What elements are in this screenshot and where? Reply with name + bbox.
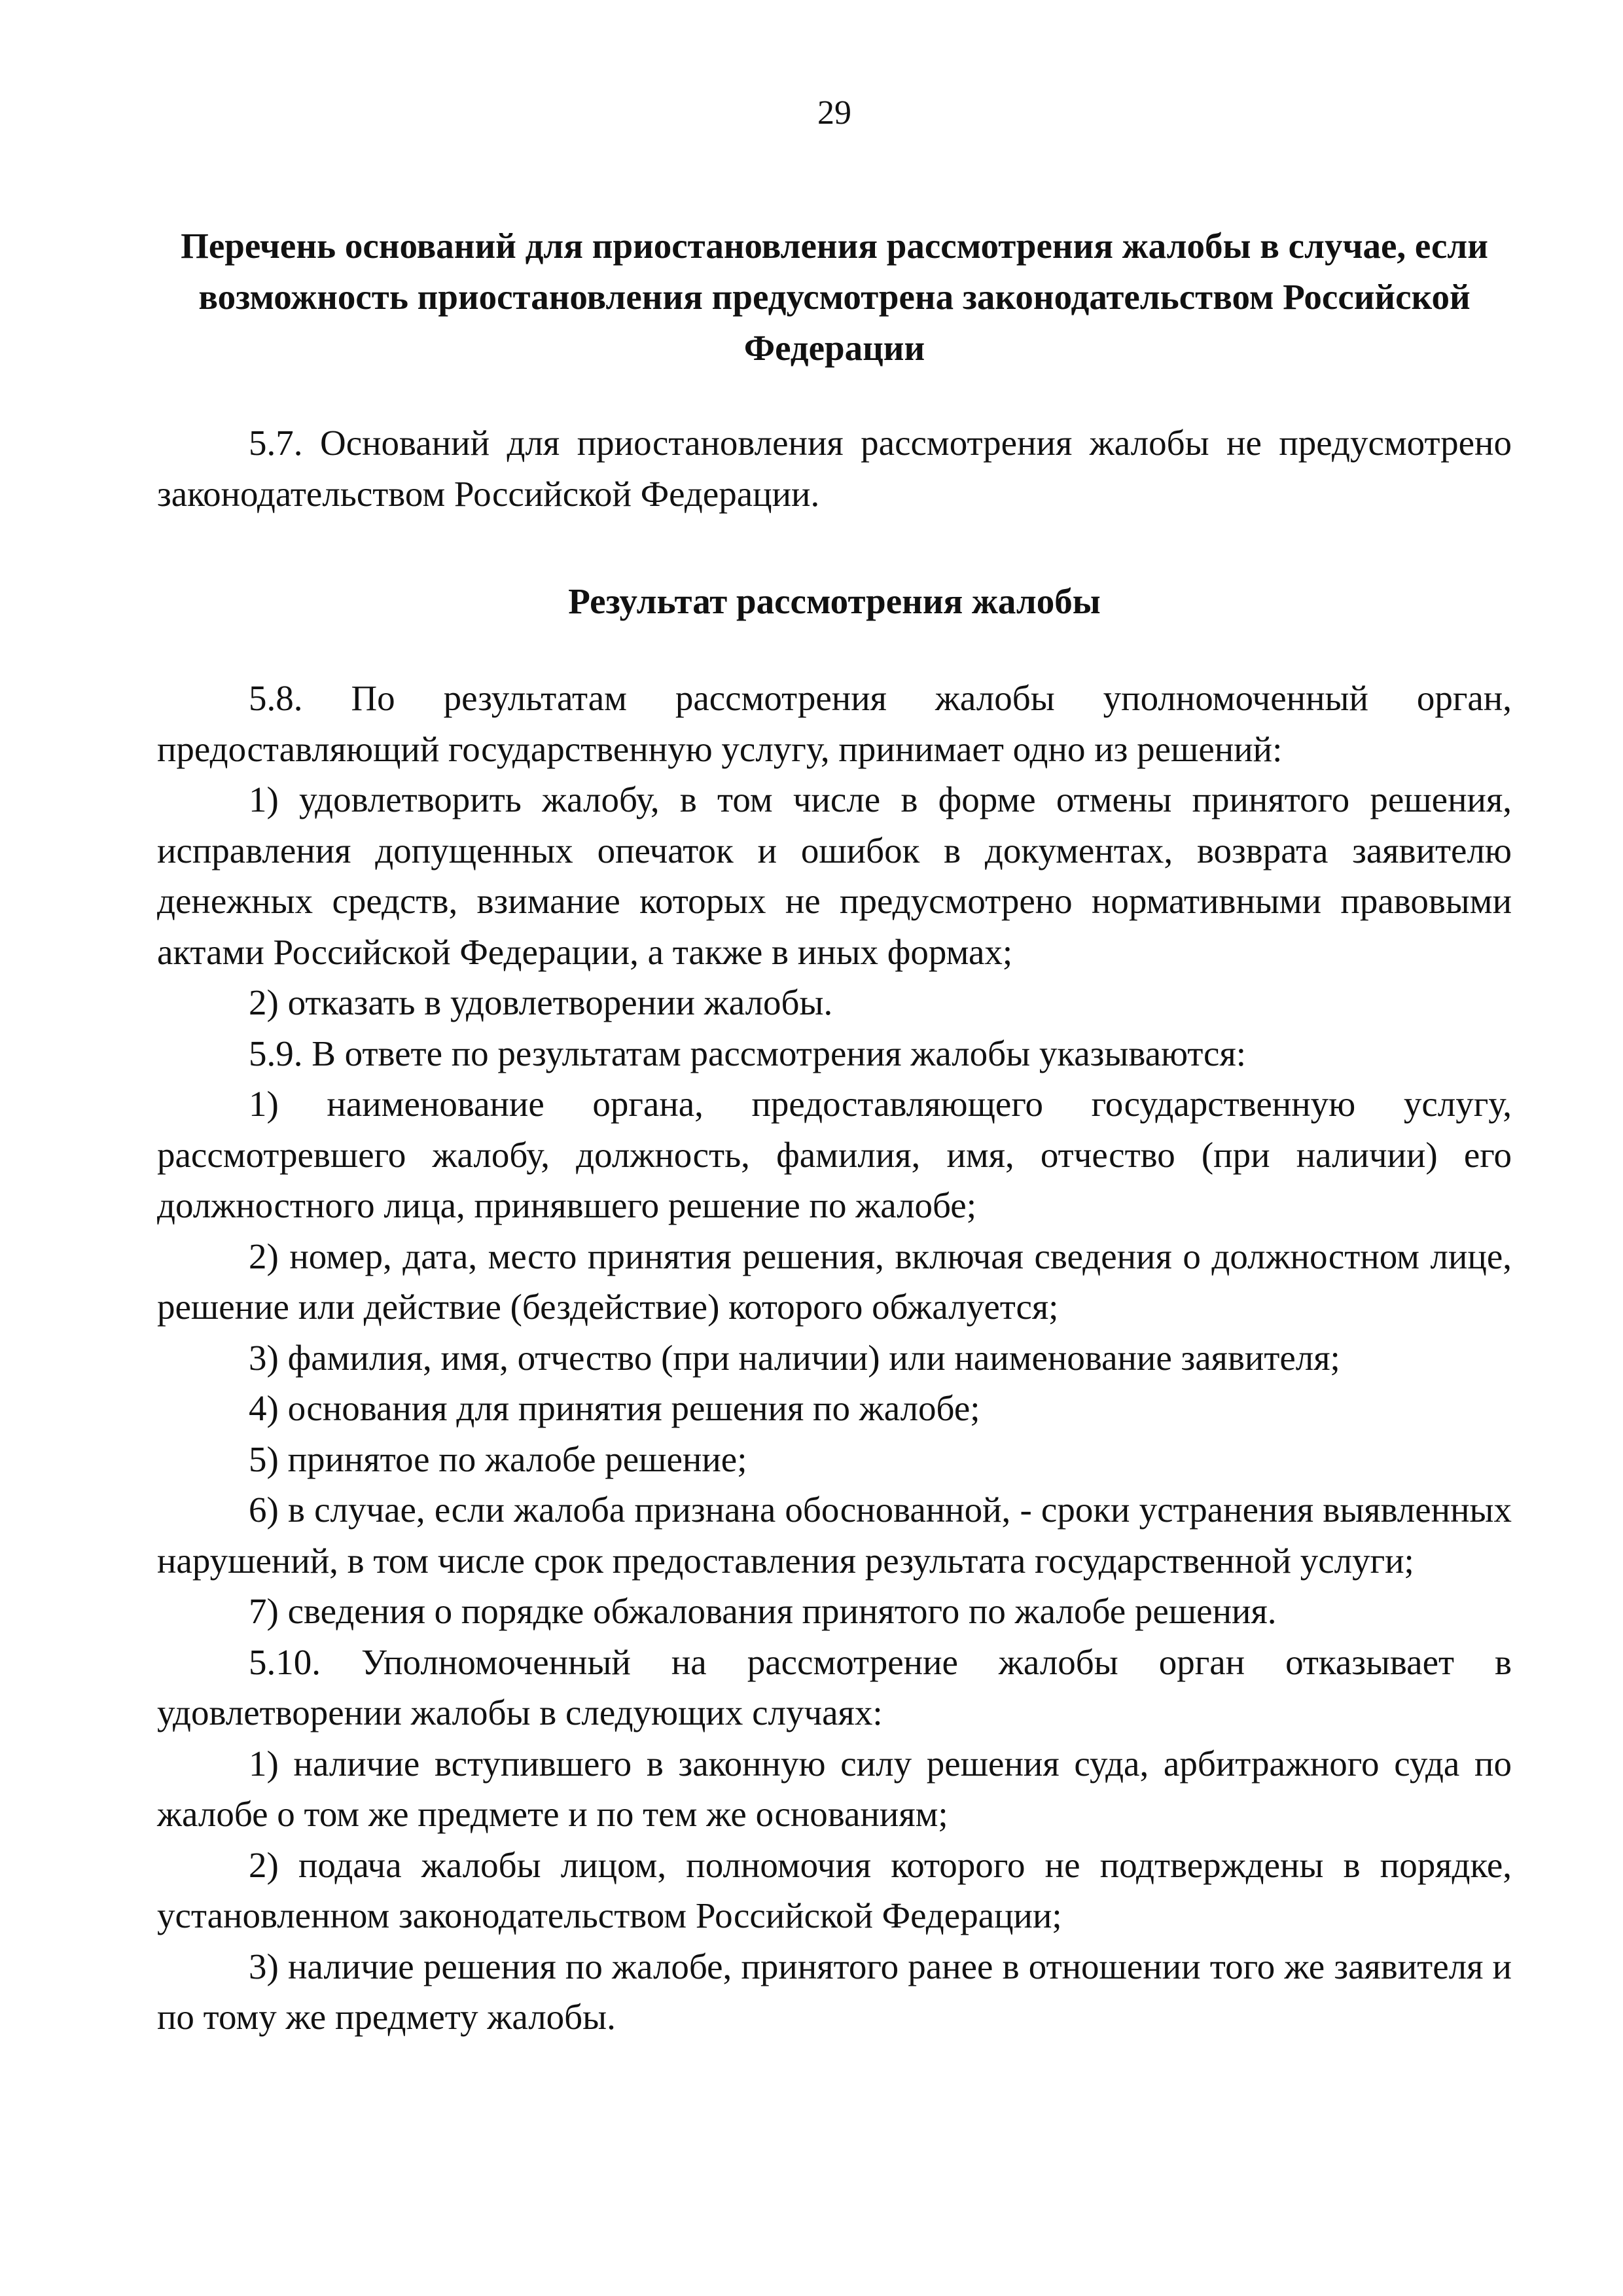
list-item-5-8-2: 2) отказать в удовлетворении жалобы. (249, 982, 833, 1022)
paragraph-5-10: 5.10. Уполномоченный на рассмотрение жалобы орган отказывает в удовлетворении жалобы в следующих случаях: (157, 1641, 1512, 1732)
list-item-5-9-6: 6) в случае, если жалоба признана обоснованной, - сроки устранения выявленных нарушений, в том числе срок предоставления результата государственной услуги; (157, 1490, 1512, 1581)
list-item-5-10-2: 2) подача жалобы лицом, полномочия которого не подтверждены в порядке, установленном законодательством Российской Федерации; (157, 1844, 1512, 1935)
paragraph-5-7: 5.7. Оснований для приостановления рассмотрения жалобы не предусмотрено законодательством Российской Федерации. (157, 423, 1512, 514)
paragraph-5-8: 5.8. По результатам рассмотрения жалобы уполномоченный орган, предоставляющий государственную услугу, принимает одно из решений: (157, 678, 1512, 769)
list-item-5-10-3: 3) наличие решения по жалобе, принятого ранее в отношении того же заявителя и по тому же предмету жалобы. (157, 1946, 1512, 2037)
section-result-body (157, 673, 1512, 2043)
list-item-5-8-1: 1) удовлетворить жалобу, в том числе в форме отмены принятого решения, исправления допущенных опечаток и ошибок в документах, возврата заявителю денежных средств, взимание которых не предусмотрено нормативными правовыми актами Российской Федерации, а также в иных формах; (157, 780, 1512, 972)
list-item-5-9-7: 7) сведения о порядке обжалования принятого по жалобе решения. (249, 1591, 1277, 1631)
list-item-5-9-2: 2) номер, дата, место принятия решения, включая сведения о должностном лице, решение или действие (бездействие) которого обжалуется; (157, 1236, 1512, 1327)
section-suspension-body (157, 418, 1512, 519)
list-item-5-9-1: 1) наименование органа, предоставляющего государственную услугу, рассмотревшего жалобу, должность, фамилия, имя, отчество (при наличии) его должностного лица, принявшего решение по жалобе; (157, 1084, 1512, 1225)
paragraph-5-9: 5.9. В ответе по результатам рассмотрения жалобы указываются: (249, 1033, 1247, 1073)
page-number: 29 (817, 94, 851, 132)
list-item-5-9-5: 5) принятое по жалобе решение; (249, 1439, 747, 1479)
section-heading-result: Результат рассмотрения жалобы (568, 581, 1101, 621)
section-heading-suspension: Перечень оснований для приостановления рассмотрения жалобы в случае, если возможность приостановления предусмотрена законодательством Российской Федерации (181, 226, 1488, 368)
list-item-5-9-3: 3) фамилия, имя, отчество (при наличии) или наименование заявителя; (249, 1337, 1340, 1378)
list-item-5-10-1: 1) наличие вступившего в законную силу решения суда, арбитражного суда по жалобе о том же предмете и по тем же основаниям; (157, 1743, 1512, 1834)
list-item-5-9-4: 4) основания для принятия решения по жалобе; (249, 1388, 980, 1428)
